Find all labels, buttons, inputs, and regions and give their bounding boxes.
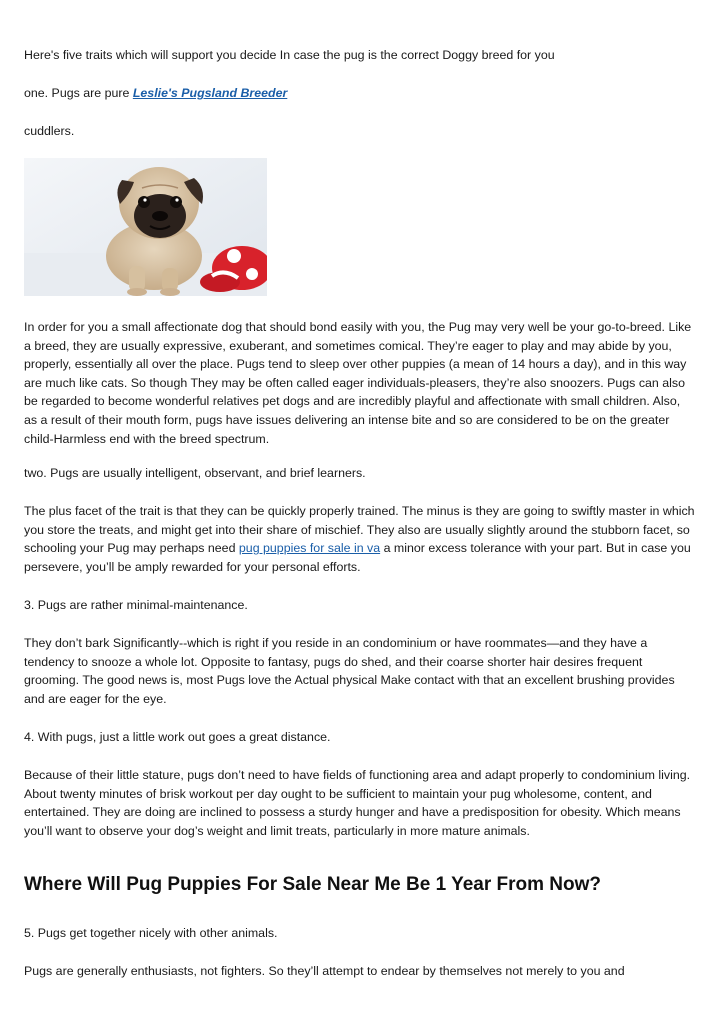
intro-line-2-text: one. Pugs are pure [24, 86, 133, 100]
paragraph-temperament: In order for you a small affectionate dog that should bond easily with you, the Pug may very well be your go-to-breed. Like a breed, they are usually expressive, exuberant, and sometimes comical. They’re eager to play and may abide by you, properly, essentially all over the place. Pugs tend to sleep over other puppies (a mean of 14 hours a day), and in this way are much like cats. So though They may be often called eager individuals-pleasers, they’re also snoozers. Pugs can also be regarded to become wonderful relatives pet dogs and are incredibly playful and affectionate with small children. Also, as a result of their mouth form, pugs have issues delivering an intense bite and so are considered to be on the greater child-Harmless end with the breed spectrum. [24, 320, 692, 446]
paragraph-animals: Pugs are generally enthusiasts, not fighters. So they’ll attempt to endear by themselves not merely to you and [24, 964, 625, 978]
paragraph-training-text-1: The plus facet of the trait is that they can be quickly properly trained. The minus is they are going to swiftly master in which you store the treats, and might get into their share of mischief. They also are usually slightly around the stubborn facet, so schooling your Pug may perhaps need [24, 504, 695, 556]
intro-line-2 [24, 84, 696, 103]
paragraph-trait-4-title: 4. With pugs, just a little work out goes a great distance. [24, 730, 331, 744]
paragraph-trait-3-title: 3. Pugs are rather minimal-maintenance. [24, 598, 248, 612]
pug-puppies-va-link[interactable]: pug puppies for sale in va [238, 541, 381, 556]
intro-line-1: Here's five traits which will support you decide In case the pug is the correct Doggy breed for you [24, 48, 555, 62]
paragraph-exercise: Because of their little stature, pugs don’t need to have fields of functioning area and adapt properly to condominium living. About twenty minutes of brisk workout per day ought to be sufficient to maintain your pug wholesome, content, and entertained. They are doing are inclined to possess a sturdy hunger and have a predisposition for obesity. Which means you’ll want to observe your dog’s weight and limit treats, particularly in more mature animals. [24, 768, 691, 838]
intro-line-3: cuddlers. [24, 124, 75, 138]
pugsland-breeder-link[interactable]: Leslie's Pugsland Breeder [132, 86, 288, 100]
paragraph-trait-2-title: two. Pugs are usually intelligent, observant, and brief learners. [24, 466, 366, 480]
pug-puppy-photo [24, 158, 267, 296]
paragraph-maintenance: They don’t bark Significantly--which is right if you reside in an condominium or have roommates—and they have a tendency to snooze a whole lot. Opposite to fantasy, pugs do shed, and their coarse shorter hair desires frequent grooming. The good news is, most Pugs love the Actual physical Make contact with that an excellent brushing provides and are eager for the eye. [24, 636, 675, 706]
paragraph-training-text-2: a minor excess tolerance with your part. But in case you persevere, you’ll be amply rewarded for your personal efforts. [24, 541, 691, 574]
section-heading: Where Will Pug Puppies For Sale Near Me Be 1 Year From Now? [24, 874, 602, 895]
paragraph-training [24, 502, 696, 576]
paragraph-trait-5-title: 5. Pugs get together nicely with other animals. [24, 926, 278, 940]
